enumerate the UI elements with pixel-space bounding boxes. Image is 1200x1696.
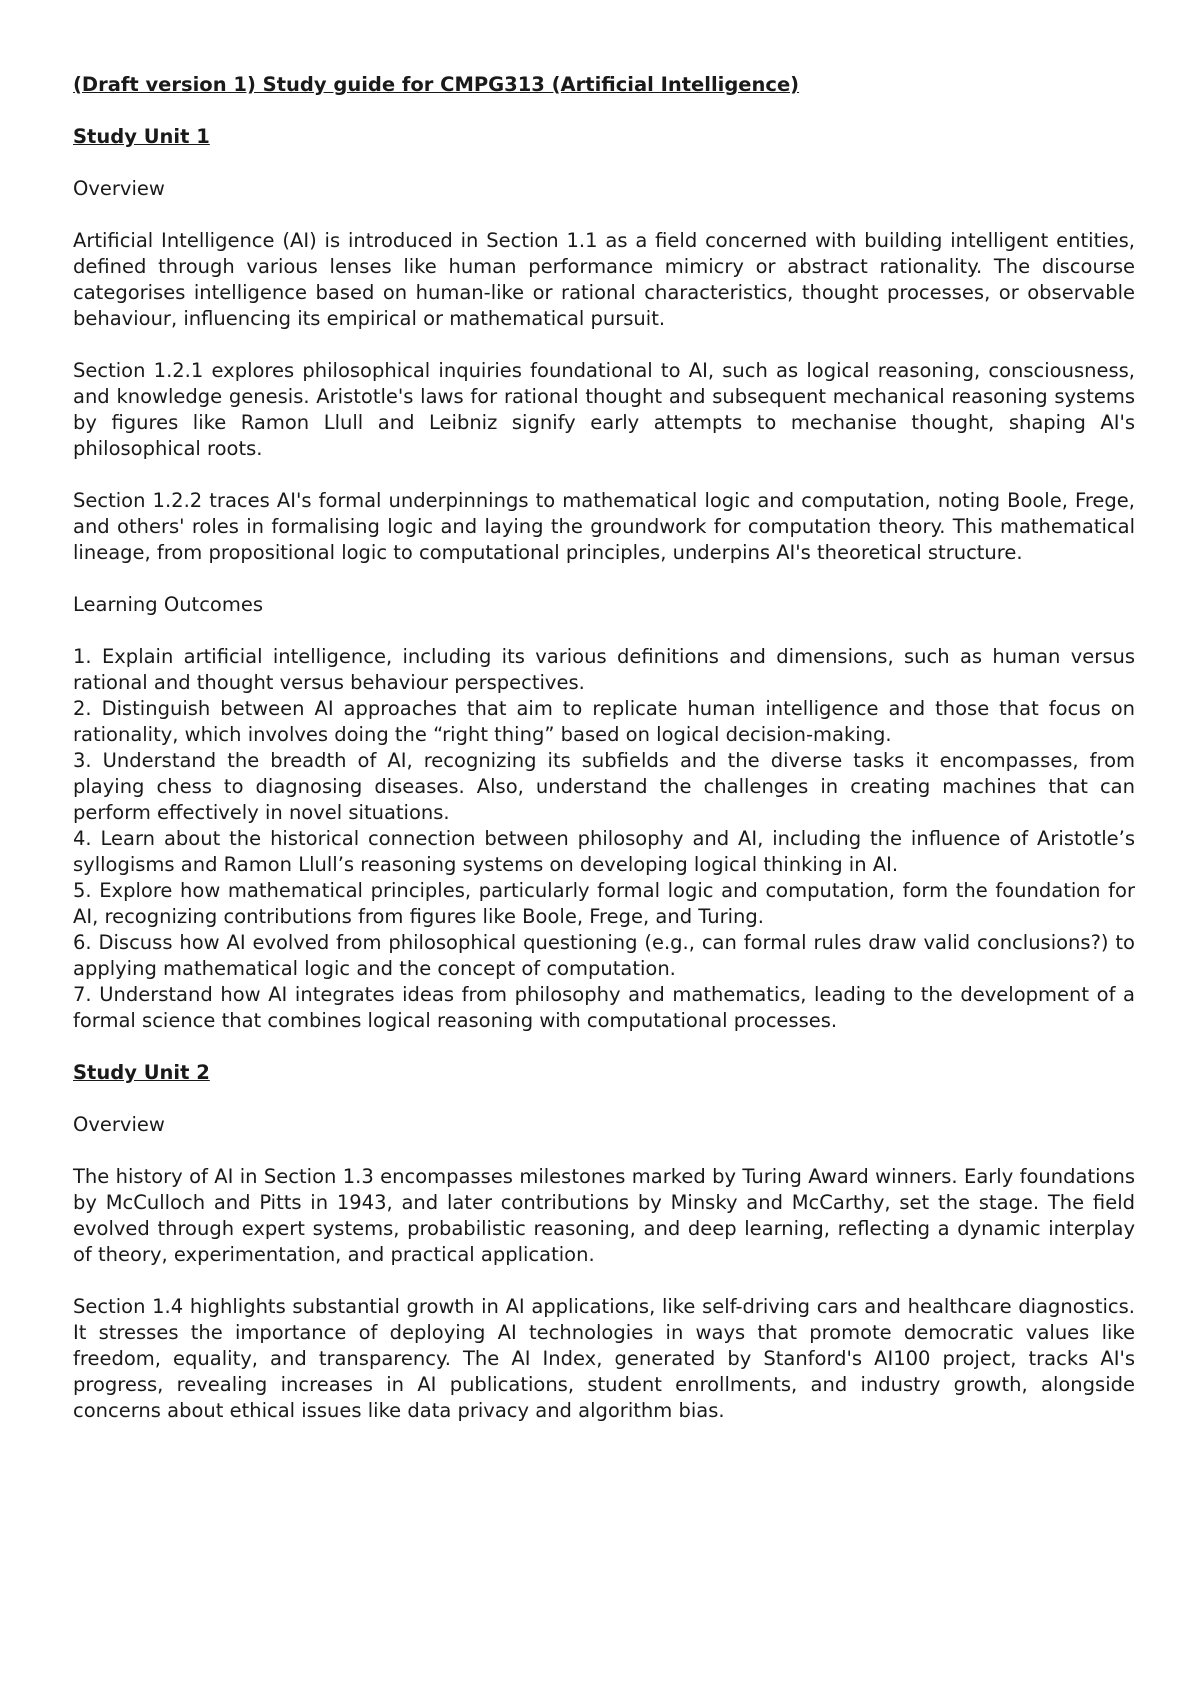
study-unit-1 (73, 124, 1135, 1034)
study-unit-1-heading: Study Unit 1 (73, 125, 210, 148)
learning-outcome-item: 7. Understand how AI integrates ideas from philosophy and mathematics, leading to the development of a formal science that combines logical reasoning with computational processes. (73, 983, 1135, 1032)
learning-outcome-item: 6. Discuss how AI evolved from philosophical questioning (e.g., can formal rules draw valid conclusions?) to applying mathematical logic and the concept of computation. (73, 931, 1135, 980)
study-unit-1-overview-label: Overview (73, 177, 165, 200)
learning-outcome-item: 4. Learn about the historical connection between philosophy and AI, including the influence of Aristotle’s syllogisms and Ramon Llull’s reasoning systems on developing logical thinking in AI. (73, 827, 1135, 876)
study-unit-2 (73, 1060, 1135, 1424)
study-unit-2-heading: Study Unit 2 (73, 1061, 210, 1084)
unit-1-paragraph: Section 1.2.1 explores philosophical inquiries foundational to AI, such as logical reasoning, consciousness, and knowledge genesis. Aristotle's laws for rational thought and subsequent mechanical reasoning systems by figures like Ramon Llull and Leibniz signify early attempts to mechanise thought, shaping AI's philosophical roots. (73, 359, 1135, 460)
unit-2-paragraph: Section 1.4 highlights substantial growth in AI applications, like self-driving cars and healthcare diagnostics. It stresses the importance of deploying AI technologies in ways that promote democratic values like freedom, equality, and transparency. The AI Index, generated by Stanford's AI100 project, tracks AI's progress, revealing increases in AI publications, student enrollments, and industry growth, alongside concerns about ethical issues like data privacy and algorithm bias. (73, 1295, 1135, 1422)
learning-outcome-item: 2. Distinguish between AI approaches that aim to replicate human intelligence and those that focus on rationality, which involves doing the “right thing” based on logical decision-making. (73, 697, 1135, 746)
document-page (73, 72, 1135, 1450)
unit-1-paragraph: Artificial Intelligence (AI) is introduced in Section 1.1 as a field concerned with building intelligent entities, defined through various lenses like human performance mimicry or abstract rationality. The discourse categorises intelligence based on human-like or rational characteristics, thought processes, or observable behaviour, influencing its empirical or mathematical pursuit. (73, 229, 1135, 330)
learning-outcome-item: 5. Explore how mathematical principles, particularly formal logic and computation, form the foundation for AI, recognizing contributions from figures like Boole, Frege, and Turing. (73, 879, 1135, 928)
document-title: (Draft version 1) Study guide for CMPG313 (Artificial Intelligence) (73, 73, 800, 96)
study-unit-2-overview-label: Overview (73, 1113, 165, 1136)
learning-outcome-item: 3. Understand the breadth of AI, recognizing its subfields and the diverse tasks it encompasses, from playing chess to diagnosing diseases. Also, understand the challenges in creating machines that can perform effectively in novel situations. (73, 749, 1135, 824)
unit-1-paragraph: Section 1.2.2 traces AI's formal underpinnings to mathematical logic and computation, noting Boole, Frege, and others' roles in formalising logic and laying the groundwork for computation theory. This mathematical lineage, from propositional logic to computational principles, underpins AI's theoretical structure. (73, 489, 1135, 564)
learning-outcomes-list (73, 644, 1135, 1034)
learning-outcomes-label: Learning Outcomes (73, 593, 264, 616)
unit-2-paragraph: The history of AI in Section 1.3 encompasses milestones marked by Turing Award winners. Early foundations by McCulloch and Pitts in 1943, and later contributions by Minsky and McCarthy, set the stage. The field evolved through expert systems, probabilistic reasoning, and deep learning, reflecting a dynamic interplay of theory, experimentation, and practical application. (73, 1165, 1135, 1266)
learning-outcome-item: 1. Explain artificial intelligence, including its various definitions and dimensions, such as human versus rational and thought versus behaviour perspectives. (73, 645, 1135, 694)
